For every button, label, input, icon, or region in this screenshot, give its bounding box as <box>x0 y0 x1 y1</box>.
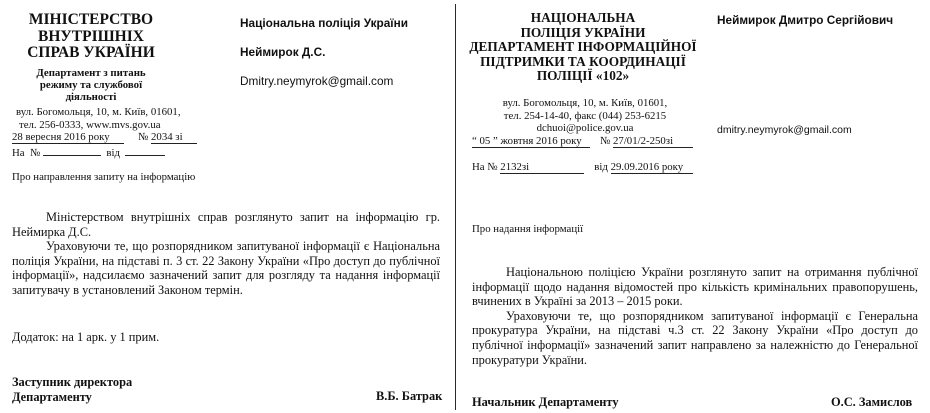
outgoing-number-label: № <box>138 131 149 143</box>
address-line-1: вул. Богомольця, 10, м. Київ, 01601, <box>16 106 181 118</box>
letter-subject: Про направлення запиту на інформацію <box>12 171 196 183</box>
outgoing-number: 2034 зі <box>151 131 197 144</box>
signer-title-line-2: Департаменту <box>12 389 92 404</box>
reference-line <box>12 144 197 159</box>
reference-date-blank <box>125 144 165 156</box>
address-line-3: dchuoi@police.gov.ua <box>536 122 634 134</box>
recipient-name: Неймирок Дмитро Сергійович <box>717 13 894 27</box>
signer-title <box>12 375 132 404</box>
signer-title-line-1: Заступник директора <box>12 375 133 389</box>
reference-line <box>472 161 697 174</box>
outgoing-date: “ 05 ” жовтня 2016 року <box>472 135 590 148</box>
reference-date: 29.09.2016 року <box>611 161 693 174</box>
address-line-2: тел. 254-14-40, факс (044) 253-6215 <box>503 109 667 122</box>
reference-na-label: На № <box>12 147 41 159</box>
outgoing-date: 28 вересня 2016 року <box>12 131 124 144</box>
org-department: ДЕПАРТАМЕНТ ІНФОРМАЦІЙНОЇ ПІДТРИМКИ ТА КООРДИНАЦІЇ ПОЛІЦІЇ «102» <box>469 39 697 83</box>
reference-na-label: На № <box>472 161 498 173</box>
outgoing-date-number <box>472 135 697 148</box>
org-address <box>480 97 690 135</box>
reference-number: 2132зі <box>500 161 584 174</box>
letter-body <box>472 265 918 367</box>
org-department: Департамент з питань режиму та службової діяльності <box>36 67 146 104</box>
reference-vid-label: від <box>594 161 608 173</box>
address-line-1: вул. Богомольця, 10, м. Київ, 01601, <box>502 97 668 109</box>
reference-vid-label: від <box>106 147 120 159</box>
org-address <box>16 106 206 131</box>
signer-name: В.Б. Батрак <box>376 389 443 403</box>
reference-number-blank <box>43 144 101 156</box>
outgoing-number: 27/01/2-250зі <box>613 135 693 148</box>
body-paragraph: Ураховуючи те, що розпорядником запитуваної інформації є Національна поліція України, на підставі п. 3 ст. 22 Закону України «Про доступ до публічної інформації», надсилаємо зазначений запит для розгляду та надання інформації запитувачу в установлений Законом термін. <box>12 239 440 297</box>
body-paragraph: Міністерством внутрішніх справ розглянуто запит на інформацію гр. Неймирка Д.С. <box>12 210 440 239</box>
recipient-email: dmitry.neymyrok@gmail.com <box>717 124 852 136</box>
page-divider <box>455 4 456 410</box>
outgoing-number-label: № <box>600 135 611 147</box>
body-paragraph: Національною поліцією України розглянуто запит на отримання публічної інформації щодо надання відомостей про кількість кримінальних правопорушень, вчинених в Україні за 2013 – 2015 роки. <box>472 265 918 309</box>
letter-body <box>12 210 440 298</box>
outgoing-date-number <box>12 131 197 144</box>
recipient-name: Неймирок Д.С. <box>240 45 326 59</box>
org-title: НАЦІОНАЛЬНА ПОЛІЦІЯ УКРАЇНИ <box>520 10 646 40</box>
body-paragraph: Ураховуючи те, що розпорядником запитуваної інформації є Генеральна прокуратура України, на підставі ч.3 ст. 22 Закону України «Про доступ до публічної інформації» зазначений запит направлено за належністю до Генеральної прокуратури України. <box>472 308 918 367</box>
org-title: МІНІСТЕРСТВО ВНУТРІШНІХ СПРАВ УКРАЇНИ <box>27 11 155 61</box>
address-line-2: тел. 256-0333, www.mvs.gov.ua <box>19 118 161 131</box>
letter-national-police <box>458 0 930 413</box>
letter-subject: Про надання інформації <box>472 223 584 235</box>
signer-name: О.С. Замислов <box>831 395 913 409</box>
recipient-email: Dmitry.neymyrok@gmail.com <box>240 74 394 88</box>
letter-ministry-internal-affairs <box>0 0 452 413</box>
attachment-note: Додаток: на 1 арк. у 1 прим. <box>12 330 160 344</box>
signer-title: Начальник Департаменту <box>472 395 619 409</box>
recipient-organization: Національна поліція України <box>240 16 408 30</box>
